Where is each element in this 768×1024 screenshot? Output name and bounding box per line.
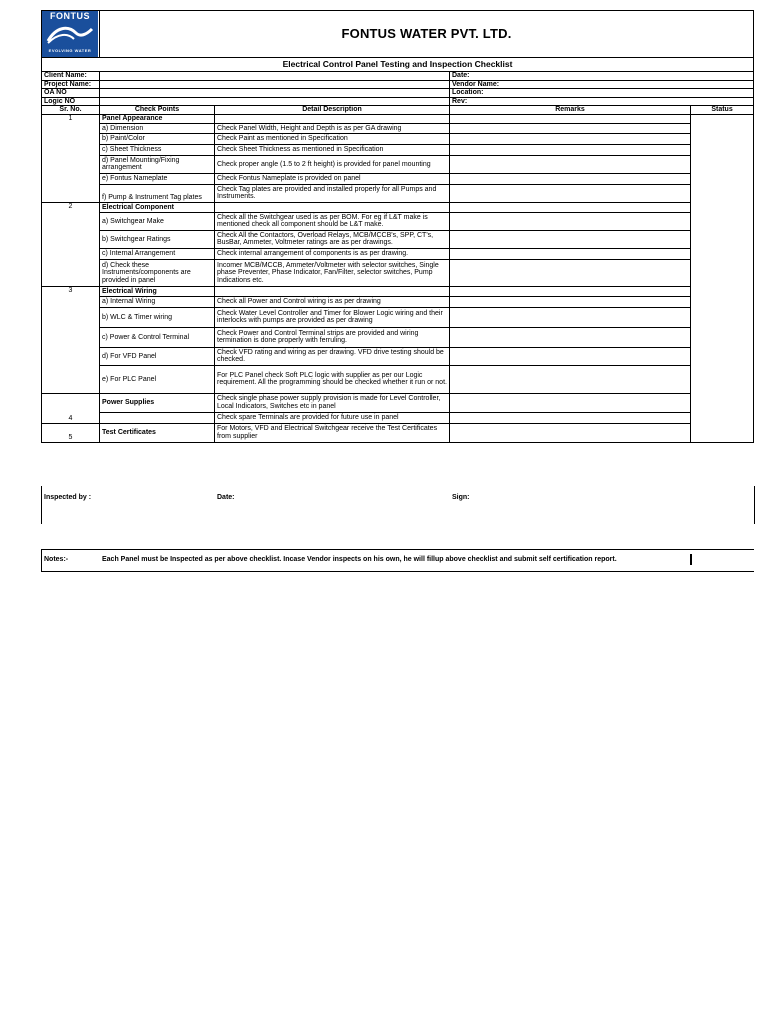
remarks-cell[interactable] <box>450 327 691 347</box>
section-sr: 1 <box>42 114 100 202</box>
client-name-field[interactable] <box>100 72 450 81</box>
notes-box <box>41 549 754 572</box>
detail-description: Check single phase power supply provision is made for Level Controller, Local Indicators, Switches etc in panel <box>215 393 450 412</box>
remarks-cell[interactable] <box>450 347 691 365</box>
col-header-detail: Detail Description <box>215 106 450 115</box>
check-point: c) Power & Control Terminal <box>100 327 215 347</box>
remarks-cell[interactable] <box>450 184 691 202</box>
detail-description: Check internal arrangement of components is as per drawing. <box>215 248 450 259</box>
remarks-cell[interactable] <box>450 212 691 230</box>
section-title: Test Certificates <box>100 423 215 442</box>
location-label: Location: <box>450 89 754 98</box>
section-sr: 2 <box>42 202 100 286</box>
inspection-footer <box>41 486 755 524</box>
check-point: b) Paint/Color <box>100 133 215 144</box>
logic-no-field[interactable] <box>100 97 450 106</box>
col-header-check-points: Check Points <box>100 106 215 115</box>
remarks-cell[interactable] <box>450 259 691 286</box>
oa-no-field[interactable] <box>100 89 450 98</box>
detail-description: Check Water Level Controller and Timer for Blower Logic wiring and their interlocks with pumps are provided as per drawing <box>215 307 450 327</box>
detail-description: Check VFD rating and wiring as per drawing. VFD drive testing should be checked. <box>215 347 450 365</box>
remarks-cell[interactable] <box>450 307 691 327</box>
fontus-logo <box>42 11 98 57</box>
remarks-cell[interactable] <box>450 412 691 423</box>
col-header-remarks: Remarks <box>450 106 691 115</box>
checklist-table <box>41 10 754 443</box>
section-sr: 5 <box>42 423 100 442</box>
project-name-field[interactable] <box>100 80 450 89</box>
company-name: FONTUS WATER PVT. LTD. <box>100 11 754 58</box>
vendor-name-label: Vendor Name: <box>450 80 754 89</box>
check-point: f) Pump & Instrument Tag plates <box>100 184 215 202</box>
section-sr: 4 <box>42 393 100 423</box>
rev-label: Rev: <box>450 97 754 106</box>
detail-description: Incomer MCB/MCCB, Ammeter/Voltmeter with selector switches, Single phase Preventer, Phase Indicator, Fan/Filter, selector switches, Pump Indications etc. <box>215 259 450 286</box>
notes-text: Each Panel must be Inspected as per above checklist. Incase Vendor inspects on his own, he will fillup above checklist and submit self certification report. <box>102 556 617 563</box>
remarks-cell[interactable] <box>450 296 691 307</box>
status-column[interactable] <box>691 114 754 442</box>
checklist-sheet <box>41 10 753 443</box>
detail-cell <box>215 114 450 123</box>
check-point: b) Switchgear Ratings <box>100 230 215 248</box>
remarks-cell[interactable] <box>450 202 691 212</box>
detail-description: Check Paint as mentioned in Specification <box>215 133 450 144</box>
detail-cell <box>215 202 450 212</box>
client-name-label: Client Name: <box>42 72 100 81</box>
check-point: e) Fontus Nameplate <box>100 173 215 184</box>
sign-label: Sign: <box>452 494 470 501</box>
oa-no-label: OA NO <box>42 89 100 98</box>
detail-description: Check all the Switchgear used is as per BOM. For eg if L&T make is mentioned check all component should be L&T make. <box>215 212 450 230</box>
remarks-cell[interactable] <box>450 144 691 155</box>
detail-description: For PLC Panel check Soft PLC logic with supplier as per our Logic requirement. All the programming should be checked whether it run or not. <box>215 365 450 393</box>
check-point: a) Internal Wiring <box>100 296 215 307</box>
detail-description: Check Panel Width, Height and Depth is as per GA drawing <box>215 123 450 133</box>
detail-description: Check All the Contactors, Overload Relays, MCB/MCCB's, SPP, CT's, BusBar, Ammeter, Voltmeter ratings are as per drawings. <box>215 230 450 248</box>
check-point: d) Panel Mounting/Fixing arrangement <box>100 155 215 173</box>
check-point: c) Sheet Thickness <box>100 144 215 155</box>
remarks-cell[interactable] <box>450 365 691 393</box>
section-title: Power Supplies <box>100 393 215 412</box>
remarks-cell[interactable] <box>450 248 691 259</box>
check-point <box>100 412 215 423</box>
inspected-by-label: Inspected by : <box>44 494 92 501</box>
remarks-cell[interactable] <box>450 393 691 412</box>
col-header-sr-no: Sr. No. <box>42 106 100 115</box>
check-point: b) WLC & Timer wiring <box>100 307 215 327</box>
remarks-cell[interactable] <box>450 173 691 184</box>
col-header-status: Status <box>691 106 754 115</box>
remarks-cell[interactable] <box>450 123 691 133</box>
remarks-cell[interactable] <box>450 286 691 296</box>
detail-description: Check proper angle (1.5 to 2 ft height) is provided for panel mounting <box>215 155 450 173</box>
check-point: e) For PLC Panel <box>100 365 215 393</box>
section-title: Electrical Wiring <box>100 286 215 296</box>
notes-label: Notes:- <box>44 556 69 563</box>
check-point: c) Internal Arrangement <box>100 248 215 259</box>
logo-text: FONTUS <box>50 11 90 21</box>
logo-tagline: EVOLVING WATER <box>48 48 92 54</box>
wave-icon <box>46 23 94 45</box>
section-title: Panel Appearance <box>100 114 215 123</box>
footer-date-label: Date: <box>217 494 235 501</box>
detail-description: Check Power and Control Terminal strips are provided and wiring termination is done properly with ferruling. <box>215 327 450 347</box>
section-sr: 3 <box>42 286 100 393</box>
detail-description: Check Tag plates are provided and installed properly for all Pumps and Instruments. <box>215 184 450 202</box>
detail-description: Check all Power and Control wiring is as per drawing <box>215 296 450 307</box>
date-label: Date: <box>450 72 754 81</box>
remarks-cell[interactable] <box>450 423 691 442</box>
detail-description: Check spare Terminals are provided for future use in panel <box>215 412 450 423</box>
remarks-cell[interactable] <box>450 230 691 248</box>
check-point: a) Switchgear Make <box>100 212 215 230</box>
logic-no-label: Logic NO <box>42 97 100 106</box>
detail-cell <box>215 286 450 296</box>
checklist-title: Electrical Control Panel Testing and Inspection Checklist <box>42 58 754 72</box>
detail-description: Check Fontus Nameplate is provided on panel <box>215 173 450 184</box>
remarks-cell[interactable] <box>450 155 691 173</box>
remarks-cell[interactable] <box>450 114 691 123</box>
detail-description: For Motors, VFD and Electrical Switchgear receive the Test Certificates from supplier <box>215 423 450 442</box>
section-title: Electrical Component <box>100 202 215 212</box>
check-point: d) For VFD Panel <box>100 347 215 365</box>
check-point: d) Check these Instruments/components are provided in panel <box>100 259 215 286</box>
project-name-label: Project Name: <box>42 80 100 89</box>
remarks-cell[interactable] <box>450 133 691 144</box>
logo-cell <box>42 11 100 58</box>
cursor-bar <box>690 554 692 565</box>
detail-description: Check Sheet Thickness as mentioned in Specification <box>215 144 450 155</box>
check-point: a) Dimension <box>100 123 215 133</box>
